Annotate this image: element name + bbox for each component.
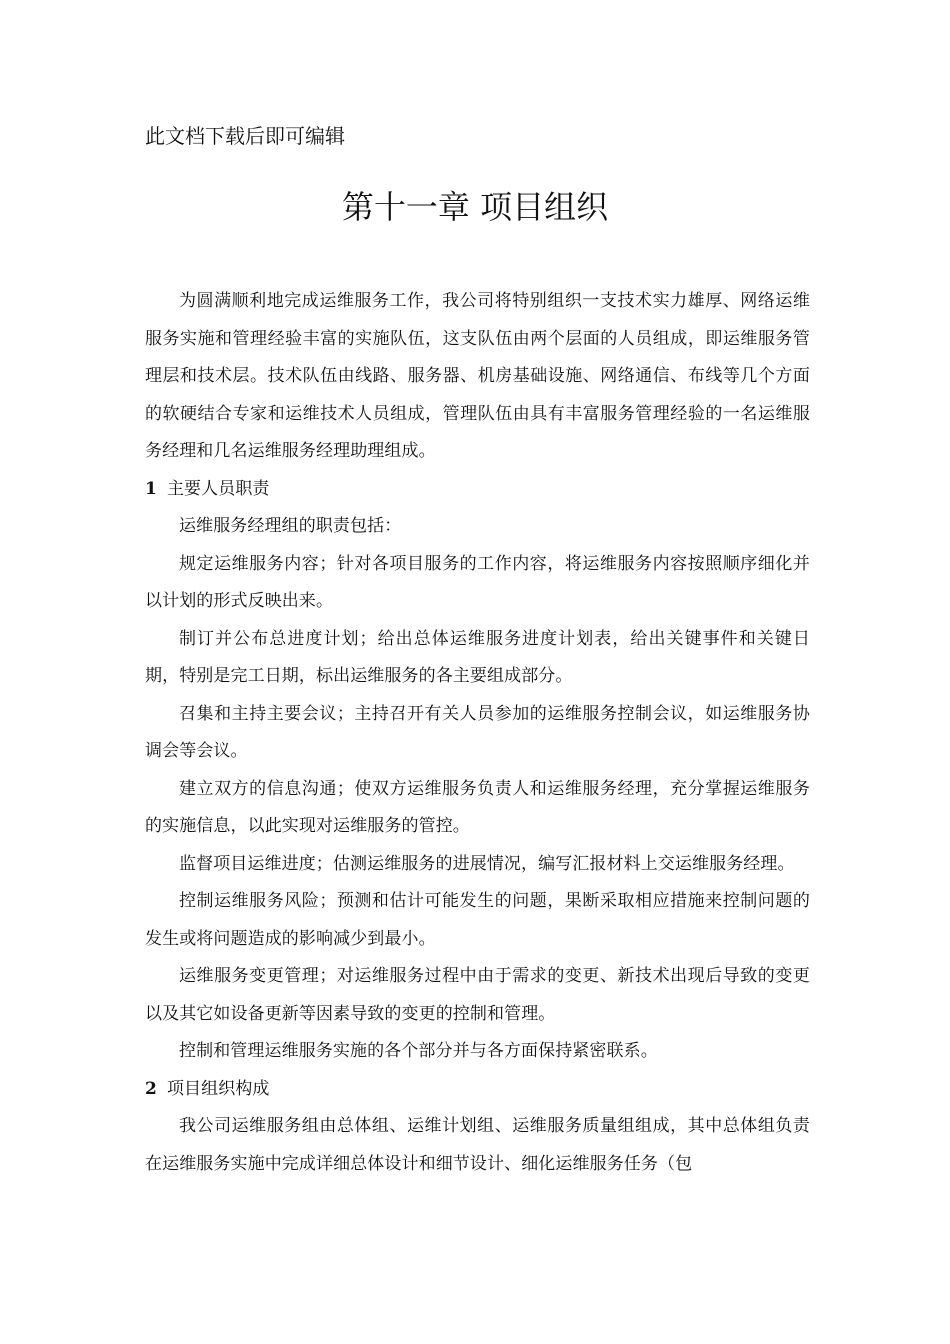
duty-paragraph: 运维服务变更管理；对运维服务过程中由于需求的变更、新技术出现后导致的变更以及其它如设备更新等因素导致的变更的控制和管理。: [145, 966, 810, 1024]
duty-paragraph: 召集和主持主要会议；主持召开有关人员参加的运维服务控制会议，如运维服务协调会等会议。: [145, 703, 810, 761]
duty-paragraph: 规定运维服务内容；针对各项目服务的工作内容，将运维服务内容按照顺序细化并以计划的形式反映出来。: [145, 553, 810, 611]
chapter-title: 第十一章 项目组织: [341, 188, 609, 226]
duty-paragraph: 制订并公布总进度计划；给出总体运维服务进度计划表，给出关键事件和关键日期，特别是完工日期，标出运维服务的各主要组成部分。: [145, 628, 810, 686]
structure-paragraph: 我公司运维服务组由总体组、运维计划组、运维服务质量组组成，其中总体组负责在运维服务实施中完成详细总体设计和细节设计、细化运维服务任务（包: [145, 1116, 810, 1174]
duty-paragraph: 监督项目运维进度；估测运维服务的进展情况，编写汇报材料上交运维服务经理。: [179, 853, 795, 874]
section-label: 主要人员职责: [166, 478, 270, 499]
section-label: 项目组织构成: [166, 1078, 270, 1099]
duty-paragraph: 控制和管理运维服务实施的各个部分并与各方面保持紧密联系。: [179, 1041, 658, 1061]
section-number: 1: [145, 478, 157, 499]
document-body: [145, 283, 810, 1183]
edit-note: 此文档下载后即可编辑: [145, 124, 345, 148]
section-number: 2: [145, 1078, 157, 1099]
section-heading-1: [145, 471, 810, 509]
intro-paragraph: 为圆满顺利地完成运维服务工作，我公司将特别组织一支技术实力雄厚、网络运维服务实施和管理经验丰富的实施队伍，这支队伍由两个层面的人员组成，即运维服务管理层和技术层。技术队伍由线路、服务器、机房基础设施、网络通信、布线等几个方面的软硬结合专家和运维技术人员组成，管理队伍由具有丰富服务管理经验的一名运维服务经理和几名运维服务经理助理组成。: [145, 291, 810, 461]
duty-paragraph: 控制运维服务风险；预测和估计可能发生的问题，果断采取相应措施来控制问题的发生或将问题造成的影响减少到最小。: [145, 891, 810, 949]
duty-paragraph: 建立双方的信息沟通；使双方运维服务负责人和运维服务经理，充分掌握运维服务的实施信息，以此实现对运维服务的管控。: [145, 778, 810, 836]
section-heading-2: [145, 1071, 810, 1109]
duties-intro-paragraph: 运维服务经理组的职责包括：: [179, 516, 402, 536]
